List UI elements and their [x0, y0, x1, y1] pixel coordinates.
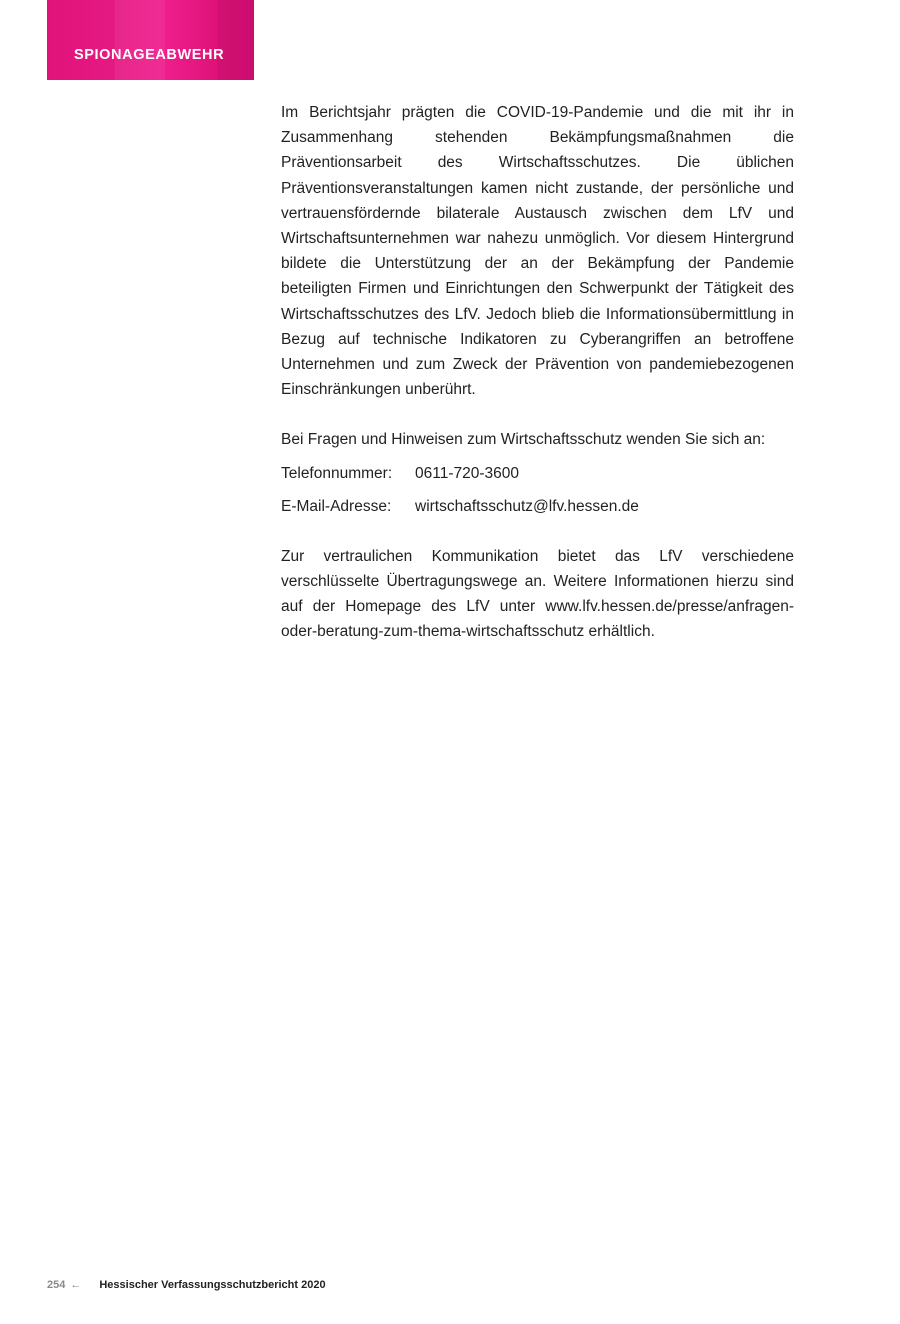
paragraph-contact-intro: Bei Fragen und Hinweisen zum Wirtschaftsschutz wenden Sie sich an:: [281, 431, 766, 449]
footer-title: Hessischer Verfassungsschutzbericht 2020: [99, 1279, 326, 1291]
section-header-tab: [47, 0, 254, 80]
page-footer: [47, 1279, 326, 1291]
contact-email-row: [281, 494, 794, 519]
phone-value: 0611-720-3600: [415, 464, 519, 482]
phone-label: Telefonnummer:: [281, 464, 393, 482]
paragraph-secure-communication: Zur vertraulichen Kommunikation bietet das LfV verschiedene verschlüsselte Übertragungswege an. Weitere Informationen hierzu sind auf der Homepage des LfV unter www.lfv.hessen.de/presse/anfragen-oder-beratung-zum-thema-wirtschaftsschutz erhältlich.: [281, 547, 794, 641]
section-label: SPIONAGEABWEHR: [74, 47, 225, 63]
page-number: 254: [47, 1279, 66, 1291]
email-label: E-Mail-Adresse:: [281, 497, 392, 515]
main-content: [281, 100, 794, 644]
arrow-left-icon: ←: [70, 1279, 82, 1291]
email-value: wirtschaftsschutz@lfv.hessen.de: [415, 497, 639, 515]
contact-phone-row: [281, 461, 794, 486]
paragraph-covid-prevention: Im Berichtsjahr prägten die COVID-19-Pandemie und die mit ihr in Zusammenhang stehenden Bekämpfungsmaßnahmen die Präventionsarbeit des Wirtschaftsschutzes. Die üblichen Präventionsveranstaltungen kamen nicht zustande, der persönliche und vertrauensfördernde bilaterale Austausch zwischen dem LfV und Wirtschaftsunternehmen war nahezu unmöglich. Vor diesem Hintergrund bildete die Unterstützung der an der Bekämpfung der Pandemie beteiligten Firmen und Einrichtungen den Schwerpunkt der Tätigkeit des Wirtschaftsschutzes des LfV. Jedoch blieb die Informationsübermittlung in Bezug auf technische Indikatoren zu Cyberangriffen an betroffene Unternehmen und zum Zweck der Prävention von pandemiebezogenen Einschränkungen unberührt.: [281, 104, 794, 399]
